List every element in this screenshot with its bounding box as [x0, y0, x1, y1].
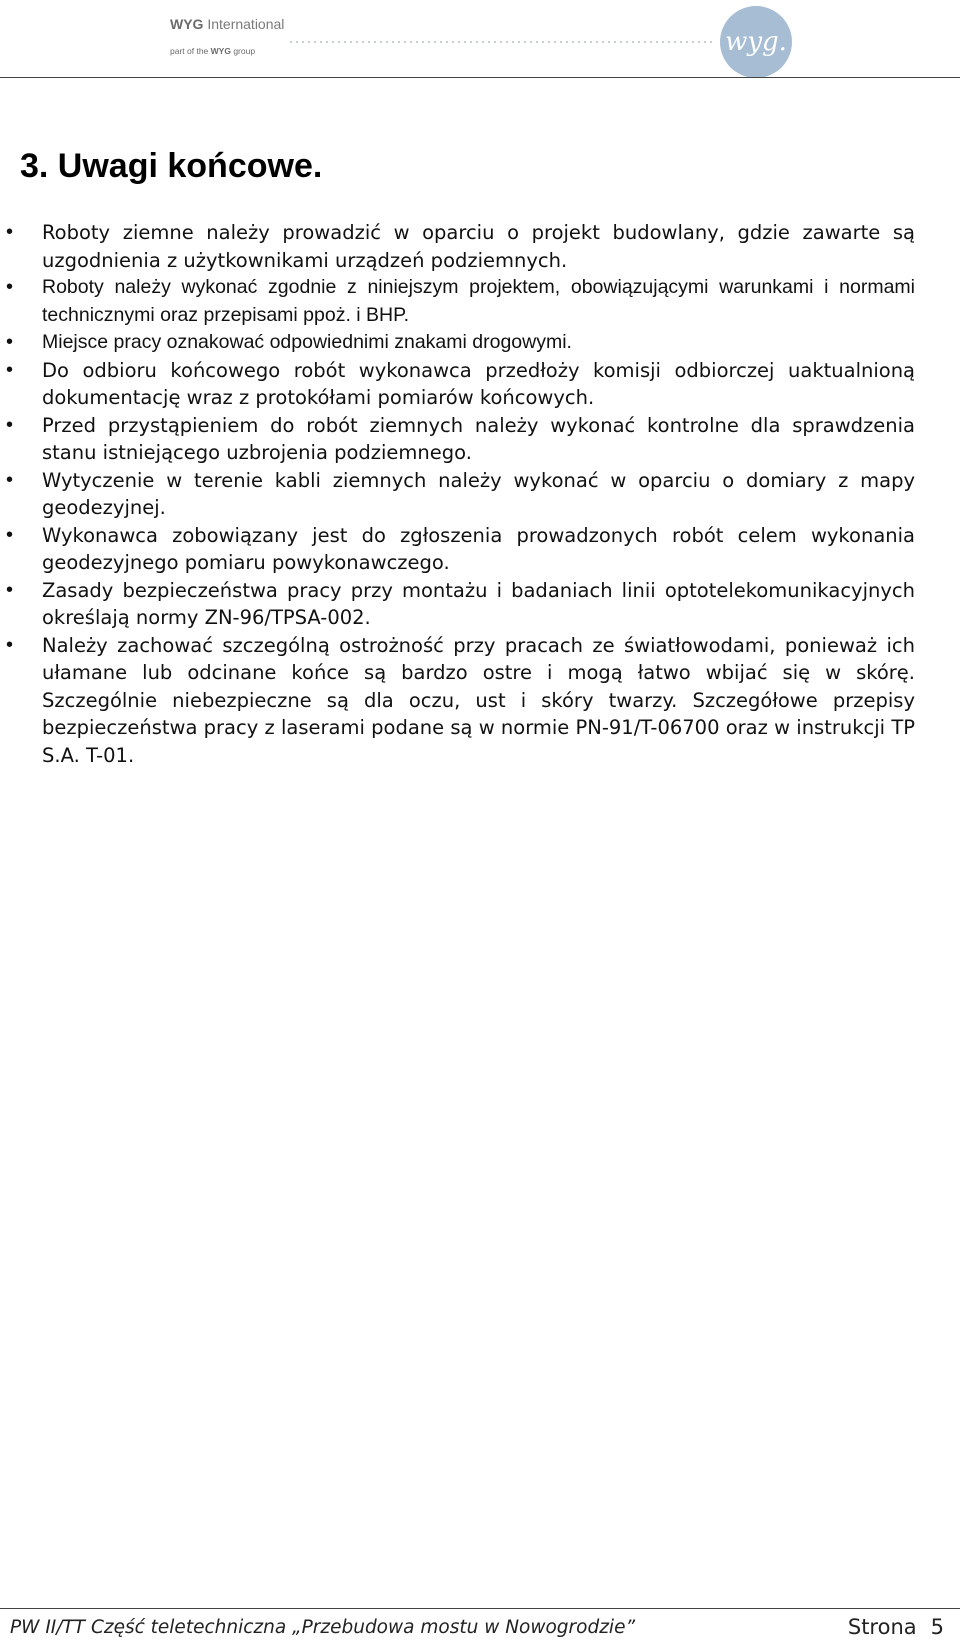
list-item [0, 357, 915, 412]
bullet-icon: • [6, 221, 14, 243]
header-divider [0, 77, 960, 78]
list-item-text: Roboty należy wykonać zgodnie z niniejszym projektem, obowiązującymi warunkami i normami technicznymi oraz przepisami ppoż. i BHP. [42, 276, 915, 326]
list-item [0, 219, 915, 274]
remarks-list [0, 219, 960, 769]
bullet-icon: • [6, 358, 14, 381]
list-item-text: Roboty ziemne należy prowadzić w oparciu o projekt budowlany, gdzie zawarte są uzgodnienia z użytkownikami urządzeń podziemnych. [42, 221, 915, 272]
list-item-text: Przed przystąpieniem do robót ziemnych należy wykonać kontrolne dla sprawdzenia stanu istniejącego uzbrojenia podziemnego. [42, 413, 915, 464]
list-item [0, 632, 915, 770]
list-item [0, 577, 915, 632]
bullet-icon: • [6, 578, 14, 601]
wyg-logo-text: wyg. [725, 27, 787, 57]
list-item [0, 274, 915, 329]
list-item [0, 522, 915, 577]
list-item [0, 412, 915, 467]
section-heading: 3. Uwagi końcowe. [20, 147, 323, 185]
bullet-icon: • [6, 276, 14, 298]
list-item-text: Miejsce pracy oznakować odpowiednimi znakami drogowymi. [42, 331, 572, 353]
brand-sub-pre: part of the [170, 46, 211, 56]
wyg-logo-mark [720, 6, 792, 78]
bullet-icon: • [6, 413, 14, 436]
list-item-text: Wykonawca zobowiązany jest do zgłoszenia prowadzonych robót celem wykonania geodezyjnego pomiaru powykonawczego. [42, 523, 915, 574]
list-item-text: Należy zachować szczególną ostrożność przy pracach ze światłowodami, ponieważ ich ułamane lub odcinane końce są bardzo ostre i mogą łatwo wbijać się w skórę. Szczególnie niebezpieczne są dla oczu, ust i skóry twarzy. Szczegółowe przepisy bezpieczeństwa pracy z laserami podane są w normie PN-91/T-06700 oraz w instrukcji TP S.A. T-01. [42, 633, 915, 767]
brand-subtitle [170, 46, 284, 56]
list-item-text: Zasady bezpieczeństwa pracy przy montażu i badaniach linii optotelekomunikacyjnych określają normy ZN-96/TPSA-002. [42, 578, 915, 629]
page-label: Strona [847, 1615, 917, 1639]
brand-name [170, 16, 284, 32]
list-item-text: Do odbioru końcowego robót wykonawca przedłoży komisji odbiorczej uaktualnioną dokumentację wraz z protokółami pomiarów końcowych. [42, 358, 915, 409]
document-title-footer: PW II/TT Część teletechniczna „Przebudowa mostu w Nowogrodzie” [10, 1617, 636, 1638]
brand-sub-bold: WYG [210, 46, 231, 56]
brand-name-rest: International [203, 16, 285, 32]
header-dotted-line [288, 41, 712, 43]
footer-divider [0, 1608, 960, 1609]
page-number: 5 [930, 1615, 944, 1639]
bullet-icon: • [6, 633, 14, 656]
page-number-footer [848, 1615, 944, 1639]
list-item-text: Wytyczenie w terenie kabli ziemnych należy wykonać w oparciu o domiary z mapy geodezyjnej. [42, 468, 915, 519]
brand-block [170, 16, 284, 56]
page-header [0, 0, 960, 78]
list-item [0, 329, 915, 357]
brand-sub-post: group [230, 46, 256, 56]
bullet-icon: • [6, 523, 14, 546]
brand-name-bold: WYG [170, 16, 204, 32]
list-item [0, 467, 915, 522]
wyg-logo [720, 6, 792, 78]
bullet-icon: • [6, 331, 14, 353]
bullet-icon: • [6, 468, 14, 491]
